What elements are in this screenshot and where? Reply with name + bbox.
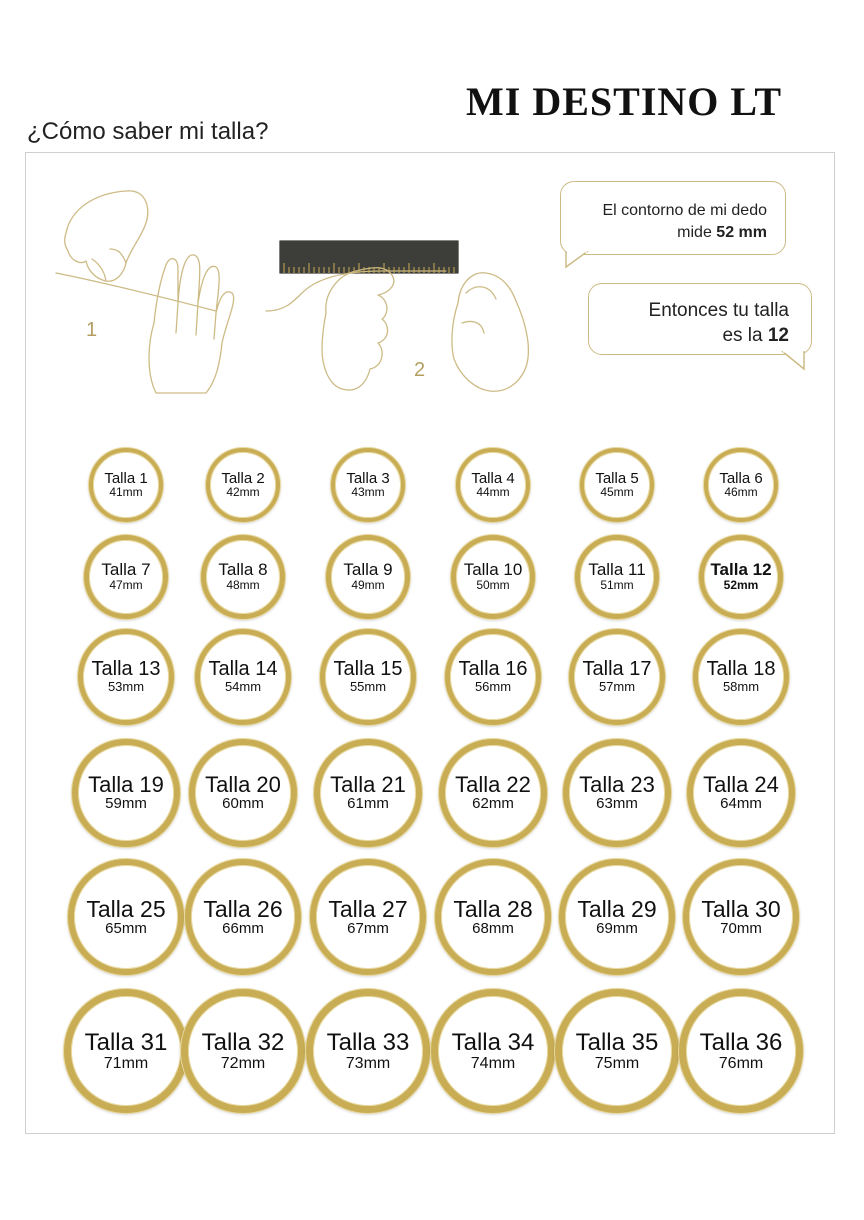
size-ring-label: Talla 24 <box>703 772 779 798</box>
size-ring-mm: 67mm <box>347 919 389 937</box>
step-number-2: 2 <box>414 359 426 381</box>
size-ring-mm: 52mm <box>723 578 759 593</box>
size-ring-mm: 59mm <box>105 795 147 813</box>
size-ring-35 <box>555 989 679 1113</box>
size-ring-label: Talla 15 <box>333 658 403 681</box>
size-ring-label: Talla 4 <box>471 469 515 487</box>
size-ring-18 <box>693 629 789 725</box>
size-ring-label: Talla 13 <box>91 658 161 681</box>
size-ring-mm: 56mm <box>474 679 512 695</box>
size-ring-10 <box>451 535 535 619</box>
size-ring-34 <box>431 989 555 1113</box>
bubble-tail-icon <box>780 351 810 373</box>
speech-bubble-measure <box>560 181 786 255</box>
size-ring-mm: 66mm <box>222 919 264 937</box>
size-ring-mm: 46mm <box>724 485 758 500</box>
size-ring-label: Talla 28 <box>453 895 533 922</box>
size-ring-label: Talla 18 <box>706 658 776 681</box>
size-ring-label: Talla 19 <box>88 772 164 798</box>
size-ring-label: Talla 9 <box>343 560 393 580</box>
bubble-measure-line1: El contorno de mi dedo <box>602 202 767 219</box>
size-ring-32 <box>181 989 305 1113</box>
hand-right-icon <box>149 255 234 393</box>
size-ring-1 <box>89 448 163 522</box>
size-ring-label: Talla 31 <box>84 1028 168 1056</box>
size-ring-13 <box>78 629 174 725</box>
size-ring-mm: 50mm <box>476 578 510 593</box>
size-ring-mm: 45mm <box>600 485 634 500</box>
question-heading: ¿Cómo saber mi talla? <box>27 118 269 145</box>
size-ring-label: Talla 1 <box>104 469 148 487</box>
size-ring-label: Talla 12 <box>710 560 772 580</box>
size-ring-mm: 51mm <box>600 578 634 593</box>
brand-title: MI DESTINO LT <box>466 79 783 124</box>
size-ring-11 <box>575 535 659 619</box>
size-ring-label: Talla 6 <box>719 469 763 487</box>
size-ring-16 <box>445 629 541 725</box>
size-ring-mm: 53mm <box>107 679 145 695</box>
size-ring-25 <box>68 859 184 975</box>
size-ring-label: Talla 25 <box>86 895 166 922</box>
size-ring-mm: 76mm <box>718 1054 764 1072</box>
size-ring-29 <box>559 859 675 975</box>
hand-left-icon <box>65 191 148 281</box>
size-ring-14 <box>195 629 291 725</box>
size-ring-22 <box>439 739 547 847</box>
size-ring-mm: 55mm <box>349 679 387 695</box>
size-ring-label: Talla 16 <box>458 658 528 681</box>
size-ring-mm: 62mm <box>472 795 514 813</box>
size-ring-label: Talla 23 <box>579 772 655 798</box>
size-ring-mm: 43mm <box>351 485 385 500</box>
step-number-1: 1 <box>86 319 98 341</box>
size-ring-label: Talla 11 <box>588 560 646 580</box>
size-ring-label: Talla 21 <box>330 772 406 798</box>
size-ring-mm: 64mm <box>720 795 762 813</box>
size-ring-12 <box>699 535 783 619</box>
size-ring-2 <box>206 448 280 522</box>
size-ring-6 <box>704 448 778 522</box>
size-ring-label: Talla 32 <box>201 1028 285 1056</box>
size-ring-26 <box>185 859 301 975</box>
size-ring-mm: 42mm <box>226 485 260 500</box>
size-ring-label: Talla 5 <box>595 469 639 487</box>
size-ring-mm: 63mm <box>596 795 638 813</box>
string-icon <box>56 273 216 311</box>
size-ring-label: Talla 26 <box>203 895 283 922</box>
bubble-tail-icon <box>564 251 594 271</box>
size-ring-label: Talla 14 <box>208 658 278 681</box>
size-ring-label: Talla 8 <box>218 560 268 580</box>
size-ring-mm: 48mm <box>226 578 260 593</box>
size-ring-3 <box>331 448 405 522</box>
bubble-measure-line2: mide 52 mm <box>677 224 767 241</box>
size-ring-8 <box>201 535 285 619</box>
size-ring-mm: 49mm <box>351 578 385 593</box>
size-ring-28 <box>435 859 551 975</box>
size-ring-23 <box>563 739 671 847</box>
size-ring-label: Talla 36 <box>699 1028 783 1056</box>
size-ring-label: Talla 3 <box>346 469 390 487</box>
bubble-result-line2: es la 12 <box>722 325 789 346</box>
size-ring-mm: 61mm <box>347 795 389 813</box>
size-ring-7 <box>84 535 168 619</box>
size-ring-mm: 65mm <box>105 919 147 937</box>
size-ring-36 <box>679 989 803 1113</box>
size-ring-mm: 47mm <box>109 578 143 593</box>
size-ring-label: Talla 34 <box>451 1028 535 1056</box>
size-ring-27 <box>310 859 426 975</box>
size-ring-mm: 41mm <box>109 485 143 500</box>
size-ring-label: Talla 35 <box>575 1028 659 1056</box>
size-ring-21 <box>314 739 422 847</box>
size-ring-mm: 72mm <box>220 1054 266 1072</box>
size-ring-17 <box>569 629 665 725</box>
size-ring-24 <box>687 739 795 847</box>
size-guide-panel <box>25 152 835 1134</box>
size-ring-20 <box>189 739 297 847</box>
size-ring-33 <box>306 989 430 1113</box>
size-ring-4 <box>456 448 530 522</box>
size-ring-label: Talla 10 <box>463 560 523 580</box>
size-ring-mm: 70mm <box>720 919 762 937</box>
size-ring-mm: 44mm <box>476 485 510 500</box>
size-ring-mm: 58mm <box>722 679 760 695</box>
size-ring-label: Talla 30 <box>701 895 781 922</box>
size-ring-label: Talla 20 <box>205 772 281 798</box>
size-ring-15 <box>320 629 416 725</box>
size-ring-mm: 71mm <box>103 1054 149 1072</box>
size-ring-5 <box>580 448 654 522</box>
size-ring-label: Talla 29 <box>577 895 657 922</box>
size-ring-label: Talla 17 <box>582 658 652 681</box>
size-ring-mm: 75mm <box>594 1054 640 1072</box>
size-ring-mm: 73mm <box>345 1054 391 1072</box>
size-ring-31 <box>64 989 188 1113</box>
speech-bubble-result <box>588 283 812 355</box>
size-ring-label: Talla 2 <box>221 469 265 487</box>
size-ring-mm: 57mm <box>598 679 636 695</box>
size-ring-label: Talla 27 <box>328 895 408 922</box>
size-ring-19 <box>72 739 180 847</box>
size-ring-label: Talla 7 <box>101 560 151 580</box>
size-ring-label: Talla 33 <box>326 1028 410 1056</box>
hand-left2-icon <box>322 268 394 390</box>
size-ring-mm: 60mm <box>222 795 264 813</box>
size-ring-mm: 74mm <box>470 1054 516 1072</box>
size-ring-9 <box>326 535 410 619</box>
size-ring-mm: 69mm <box>596 919 638 937</box>
size-ring-mm: 68mm <box>472 919 514 937</box>
size-ring-label: Talla 22 <box>455 772 531 798</box>
size-ring-mm: 54mm <box>224 679 262 695</box>
size-ring-30 <box>683 859 799 975</box>
bubble-result-line1: Entonces tu talla <box>648 300 789 321</box>
